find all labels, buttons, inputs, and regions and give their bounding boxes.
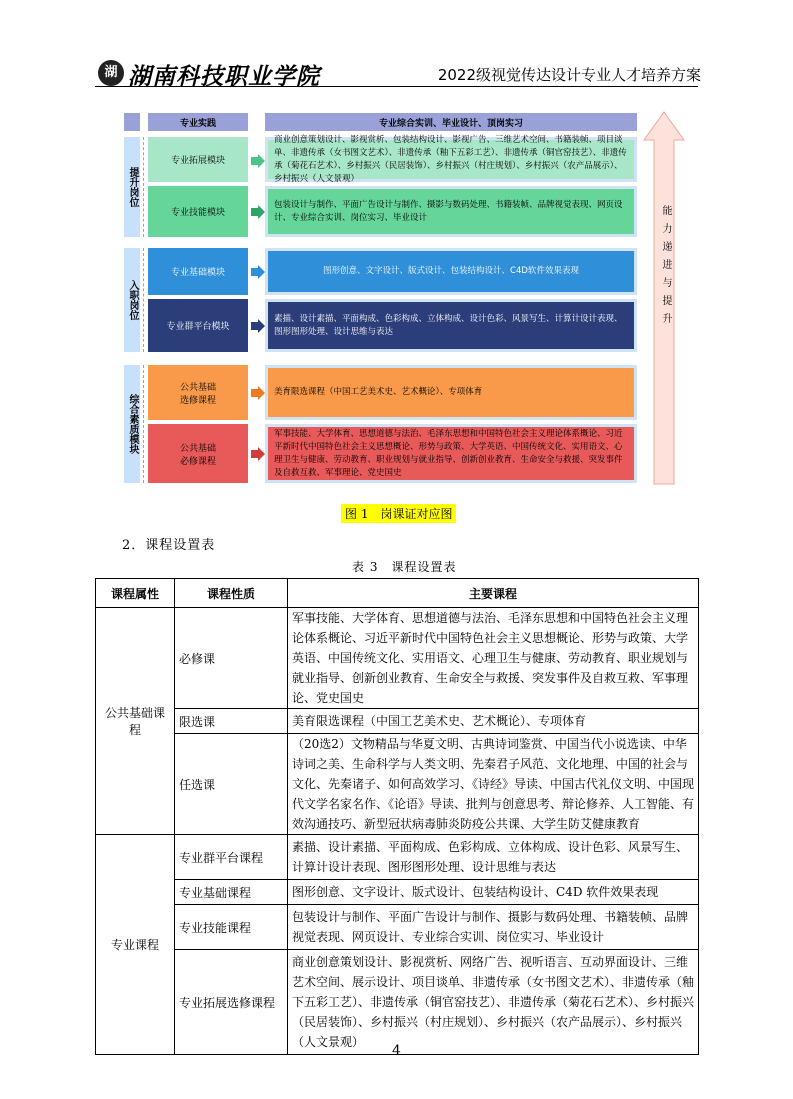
nature-cell: 限选课: [175, 709, 288, 734]
attr-public: 公共基础课程: [96, 608, 175, 835]
courses-cell: 素描、设计素描、平面构成、色彩构成、立体构成、设计色彩、风景写生、计算计设计表现、图形图形处理、设计思维与表达: [288, 835, 699, 880]
nature-cell: 专业群平台课程: [175, 835, 288, 880]
table-row: [96, 905, 699, 950]
arrow-right-icon: [251, 265, 265, 279]
arrow-right-icon: [251, 319, 265, 333]
table-row: [96, 950, 699, 1055]
nature-cell: 专业技能课程: [175, 905, 288, 950]
group-label-entry: 入职岗位: [124, 248, 140, 352]
arrow-right-icon: [251, 205, 265, 219]
courses-cell: 美育限选课程（中国工艺美术史、艺术概论）、专项体育: [288, 709, 699, 734]
page-number: 4: [392, 1043, 401, 1059]
header-rule: [95, 86, 698, 87]
nature-cell: 专业拓展选修课程: [175, 950, 288, 1055]
group-divider: [143, 248, 144, 352]
school-name: 湖南科技职业学院: [128, 63, 320, 90]
courses-cell: （20选2）文物精品与华夏文明、古典诗词鉴赏、中国当代小说选读、中华诗词之美、生命科学与人类文明、先秦君子风范、文化地理、中国的社会与文化、先秦诸子、如何高效学习、《诗经》导读、中国古代礼仪文明、中国现代文学名家名作、《论语》导读、批判与创意思考、辩论修养、人工智能、有效沟通技巧、新型冠状病毒肺炎防疫公共课、大学生防艾健康教育: [288, 734, 699, 835]
module-expansion-content: 商业创意策划设计、影视赏析、包装结构设计、影视广告、三维艺术空间、书籍装帧、项目谈单、非遗传承（女书图文艺术）、非遗传承（釉下五彩工艺）、非遗传承（铜官窑技艺）、非遗传承（菊花石艺术）、乡村振兴（民居装饰）、乡村振兴（村庄规划）、乡村振兴（农产品展示）、乡村振兴（人文景观）: [265, 137, 637, 182]
module-public-elective-content: 美育限选课程（中国工艺美术史、艺术概论）、专项体育: [265, 365, 637, 420]
table-row: [96, 709, 699, 734]
attr-major: 专业课程: [96, 835, 175, 1055]
arrow-right-icon: [251, 447, 265, 461]
module-public-elective: 公共基础 选修课程: [148, 365, 248, 420]
module-skill: 专业技能模块: [148, 186, 248, 237]
group-label-quality: 综合素质模块: [124, 365, 140, 483]
school-logo: 湖: [98, 60, 124, 86]
document-title: 2022级视觉传达设计专业人才培养方案: [437, 66, 701, 84]
header-nature: 课程性质: [175, 579, 288, 608]
arrow-right-icon: [251, 154, 265, 168]
section-heading: 2．课程设置表: [122, 538, 216, 553]
module-public-required: 公共基础 必修课程: [148, 424, 248, 483]
courses-cell: 包装设计与制作、平面广告设计与制作、摄影与数码处理、书籍装帧、品牌视觉表现、网页设计、专业综合实训、岗位实习、毕业设计: [288, 905, 699, 950]
table-row: [96, 608, 699, 709]
table-row: [96, 734, 699, 835]
nature-cell: 专业基础课程: [175, 880, 288, 905]
module-foundation: 专业基础模块: [148, 248, 248, 295]
header-attr: 课程属性: [96, 579, 175, 608]
practice-content: 专业综合实训、毕业设计、顶岗实习: [265, 113, 637, 131]
group-label-promotion: 提升岗位: [124, 137, 140, 237]
courses-cell: 商业创意策划设计、影视赏析、网络广告、视听语言、互动界面设计、三维艺术空间、展示设计、项目谈单、非遗传承（女书图文艺术）、非遗传承（釉下五彩工艺）、非遗传承（铜官窑技艺）、非遗传承（菊花石艺术）、乡村振兴（民居装饰）、乡村振兴（村庄规划）、乡村振兴（农产品展示）、乡村振兴（人文景观）: [288, 950, 699, 1055]
course-table: [95, 578, 699, 1055]
table-row: [96, 880, 699, 905]
table-row: [96, 835, 699, 880]
practice-label: 专业实践: [148, 113, 248, 131]
nature-cell: 必修课: [175, 608, 288, 709]
ability-arrow-label: 能力递进与提升: [660, 205, 671, 331]
module-expansion: 专业拓展模块: [148, 137, 248, 182]
nature-cell: 任选课: [175, 734, 288, 835]
module-skill-content: 包装设计与制作、平面广告设计与制作、摄影与数码处理、书籍装帧、品牌视觉表现、网页设计、专业综合实训、岗位实习、毕业设计: [265, 186, 637, 237]
header-courses: 主要课程: [288, 579, 699, 608]
module-platform-content: 素描、设计素描、平面构成、色彩构成、立体构成、设计色彩、风景写生、计算计设计表现、图形图形处理、设计思维与表达: [265, 299, 637, 352]
module-public-required-content: 军事技能、大学体育、思想道德与法治、毛泽东思想和中国特色社会主义理论体系概论、习近平新时代中国特色社会主义思想概论、形势与政策、大学英语、中国传统文化、实用语文、心理卫生与健康、劳动教育、职业规划与就业指导、创新创业教育、生命安全与救援、突发事件及自救互救、军事理论、党史国史: [265, 424, 637, 483]
figure-caption: 图 1 岗课证对应图: [341, 504, 456, 523]
practice-side-block: [124, 113, 140, 131]
arrow-right-icon: [251, 386, 265, 400]
courses-cell: 军事技能、大学体育、思想道德与法治、毛泽东思想和中国特色社会主义理论体系概论、习近平新时代中国特色社会主义思想概论、形势与政策、大学英语、中国传统文化、实用语文、心理卫生与健康、劳动教育、职业规划与就业指导、创新创业教育、生命安全与救援、突发事件及自救互救、军事理论、党史国史: [288, 608, 699, 709]
group-divider: [143, 365, 144, 483]
module-foundation-content: 图形创意、文字设计、版式设计、包装结构设计、C4D软件效果表现: [265, 248, 637, 295]
group-divider: [143, 137, 144, 237]
table-header-row: [96, 579, 699, 608]
module-platform: 专业群平台模块: [148, 299, 248, 352]
table-caption: 表 3 课程设置表: [352, 560, 457, 574]
courses-cell: 图形创意、文字设计、版式设计、包装结构设计、C4D 软件效果表现: [288, 880, 699, 905]
